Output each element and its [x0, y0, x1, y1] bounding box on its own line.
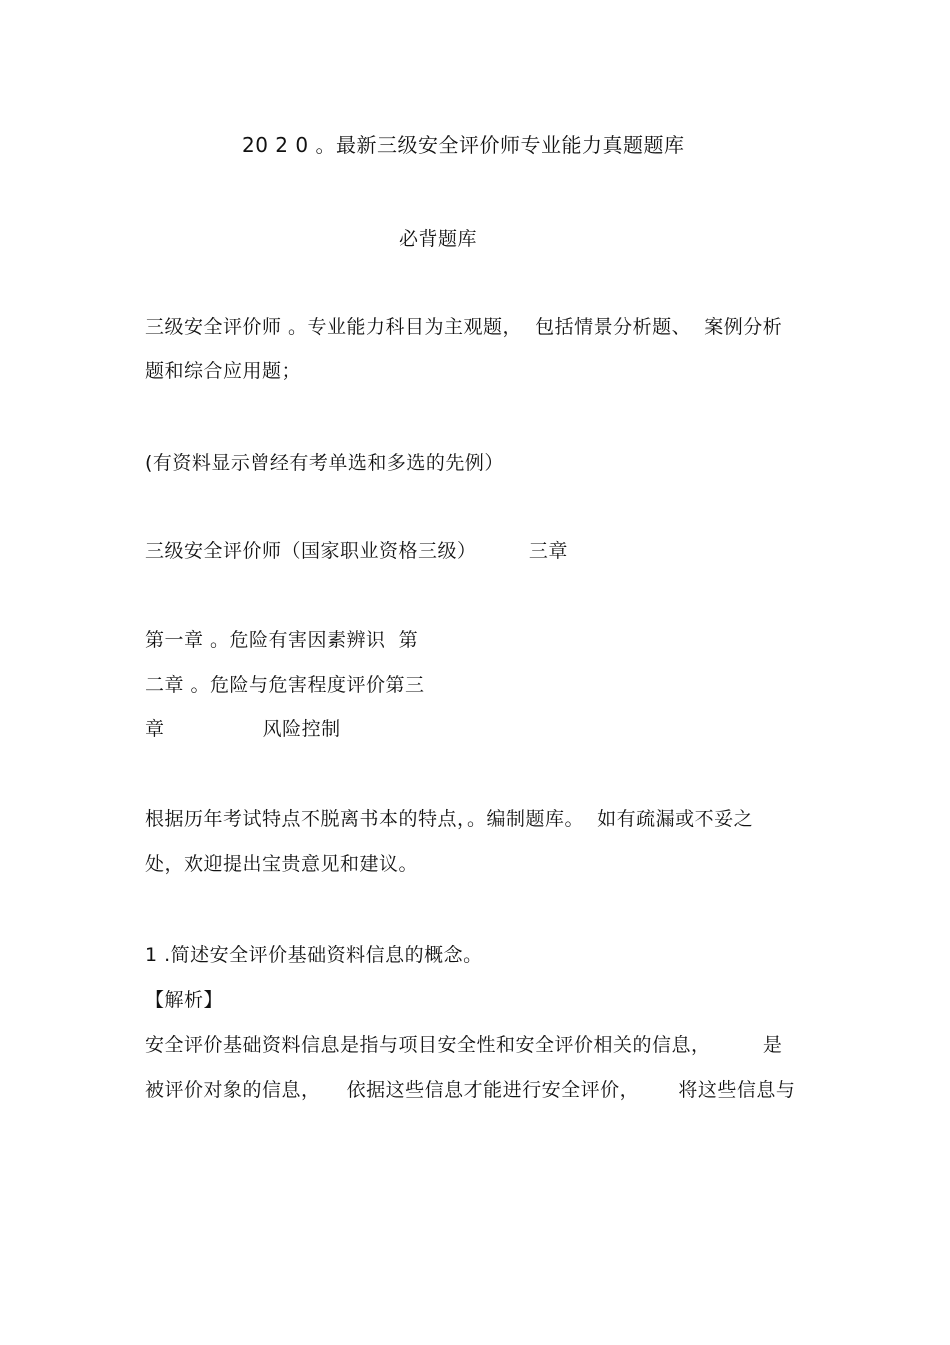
document-subtitle: 必背题库	[399, 228, 478, 250]
document-title: 20 2 0 。最新三级安全评价师专业能力真题题库	[242, 133, 685, 157]
question-text: 1 .简述安全评价基础资料信息的概念。	[145, 944, 483, 966]
note-paragraph: (有资料显示曾经有考单选和多选的先例）	[145, 452, 504, 474]
intro-line-1: 三级安全评价师 。专业能力科目为主观题， 包括情景分析题、 案例分析	[145, 316, 783, 338]
chapter-line-3: 章 风险控制	[145, 718, 341, 740]
answer-line-1: 安全评价基础资料信息是指与项目安全性和安全评价相关的信息， 是	[145, 1034, 783, 1056]
compile-note-line-1: 根据历年考试特点不脱离书本的特点，。编制题库。 如有疏漏或不妥之	[145, 808, 754, 830]
analysis-label: 【解析】	[145, 989, 224, 1011]
intro-line-2: 题和综合应用题；	[145, 360, 302, 382]
chapter-line-2: 二章 。危险与危害程度评价第三	[145, 674, 425, 696]
answer-line-2: 被评价对象的信息， 依据这些信息才能进行安全评价， 将这些信息与	[145, 1079, 796, 1101]
level-line: 三级安全评价师（国家职业资格三级） 三章	[145, 540, 568, 562]
compile-note-line-2: 处，欢迎提出宝贵意见和建议。	[145, 853, 419, 875]
chapter-line-1: 第一章 。危险有害因素辨识 第	[145, 629, 419, 651]
